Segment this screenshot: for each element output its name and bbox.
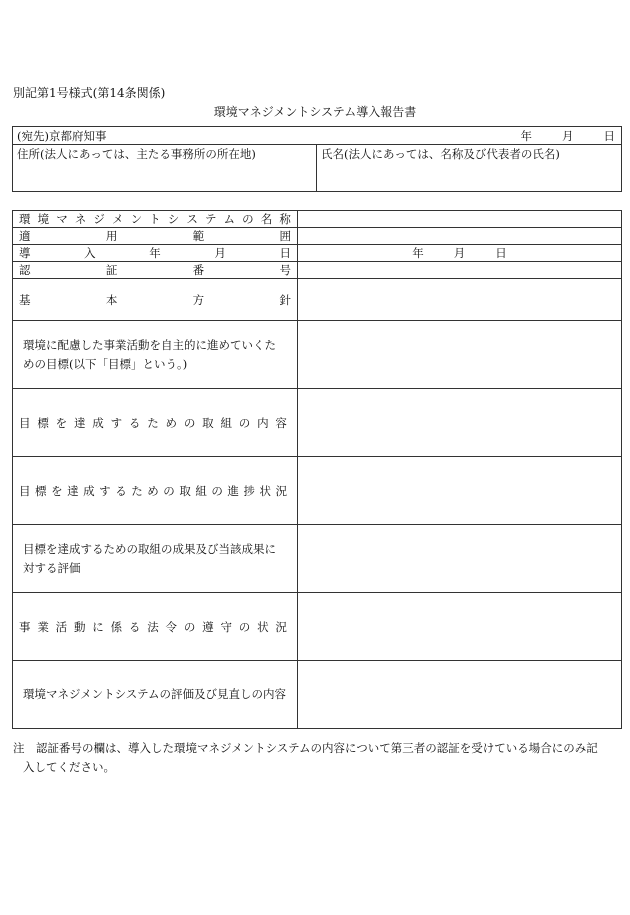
label-char: 月 <box>214 246 226 260</box>
label-char: ジ <box>93 212 105 226</box>
label-char: の <box>238 415 251 430</box>
row-target-results <box>13 525 622 593</box>
label-char: 業 <box>37 619 49 634</box>
label-char: 称 <box>279 212 291 226</box>
note-line-1: 注 認証番号の欄は、導入した環境マネジメントシステムの内容について第三者の認証を受けている場合にのみ記 <box>13 741 598 755</box>
label-char: 環 <box>19 212 31 226</box>
label-char: ス <box>186 212 198 226</box>
label-char: に <box>92 619 104 634</box>
note <box>13 739 622 777</box>
label-char: る <box>115 483 127 498</box>
label-char: 況 <box>275 483 287 498</box>
target-progress-label <box>13 457 298 525</box>
label-char: 組 <box>195 483 207 498</box>
row-target-progress <box>13 457 622 525</box>
label-char: テ <box>204 212 217 226</box>
label-char: 針 <box>279 292 291 307</box>
targets-value[interactable] <box>298 321 622 389</box>
form-number: 別記第1号様式(第14条関係) <box>13 86 166 100</box>
label-char: 方 <box>192 292 205 307</box>
legal-compliance-value[interactable] <box>298 593 622 661</box>
label-char: 名 <box>260 212 273 226</box>
label-char: 守 <box>220 619 232 634</box>
target-results-label <box>13 525 298 593</box>
label-char: 達 <box>73 415 86 430</box>
system-name-value[interactable] <box>298 211 622 228</box>
addressee-label: (宛先)京都府知事 <box>17 129 107 143</box>
scope-label <box>13 228 298 245</box>
label-char: 適 <box>19 229 31 243</box>
row-basic-policy <box>13 279 622 321</box>
label-char: を <box>51 483 63 498</box>
report-table <box>12 210 622 729</box>
target-results-value[interactable] <box>298 525 622 593</box>
label-char: 年 <box>149 246 161 260</box>
label-char: の <box>242 212 254 226</box>
label-char: 取 <box>202 415 214 430</box>
legal-compliance-label <box>13 593 298 661</box>
label-char: の <box>163 483 175 498</box>
label-char: る <box>128 619 141 634</box>
label-char: す <box>99 483 111 498</box>
label-char: 成 <box>83 483 95 498</box>
document-title: 環境マネジメントシステム導入報告書 <box>213 105 417 119</box>
name-label: 氏名(法人にあっては、名称及び代表者の氏名) <box>321 147 560 161</box>
label-char: た <box>131 483 143 498</box>
label-char: 導 <box>19 246 31 260</box>
row-introduction-date <box>13 245 622 262</box>
label-char: 捗 <box>243 483 255 498</box>
label-char: の <box>238 619 251 634</box>
addressee-row <box>13 127 622 145</box>
label-char: 状 <box>257 619 269 634</box>
label-char: 標 <box>35 483 47 498</box>
label-char: マ <box>56 212 68 226</box>
targets-label <box>13 321 298 389</box>
label-char: 内 <box>257 415 269 430</box>
date-unit-label: 月 <box>453 246 466 260</box>
row-certification-number <box>13 262 622 279</box>
label-char: 境 <box>37 212 50 226</box>
address-field[interactable] <box>13 145 317 192</box>
label-char: 入 <box>84 246 96 260</box>
system-review-value[interactable] <box>298 661 622 729</box>
label-char: の <box>183 619 196 634</box>
target-measures-value[interactable] <box>298 389 622 457</box>
target-measures-label <box>13 389 298 457</box>
row-target-measures <box>13 389 622 457</box>
label-char: 用 <box>105 229 118 243</box>
scope-value[interactable] <box>298 228 622 245</box>
label-char: 番 <box>192 263 205 277</box>
address-label: 住所(法人にあっては、主たる事務所の所在地) <box>17 147 256 161</box>
basic-policy-label <box>13 279 298 321</box>
target-progress-value[interactable] <box>298 457 622 525</box>
label-char: め <box>147 483 159 498</box>
label-char: す <box>110 415 123 430</box>
row-legal-compliance <box>13 593 622 661</box>
label-char: 目 <box>19 483 31 498</box>
date-unit-label: 年 <box>412 246 424 260</box>
label-char: ネ <box>74 212 87 226</box>
label-char: 標 <box>37 415 49 430</box>
label-char: 活 <box>55 619 68 634</box>
label-char: た <box>147 415 159 430</box>
date-unit-label: 日 <box>495 246 507 260</box>
label-char: の <box>211 483 223 498</box>
label-char: 取 <box>179 483 191 498</box>
submission-table <box>12 126 622 192</box>
label-char: メ <box>111 212 124 226</box>
label-char: ム <box>223 212 236 226</box>
label-char: ト <box>149 212 161 226</box>
label-char: 状 <box>259 483 271 498</box>
label-char: 事 <box>19 619 31 634</box>
label-text: 環境に配慮した事業活動を自主的に進めていくための目標(以下「目標」という。) <box>23 337 276 371</box>
certification-number-label <box>13 262 298 279</box>
system-review-label <box>13 661 298 729</box>
month-label: 月 <box>562 129 574 143</box>
label-char: 達 <box>67 483 79 498</box>
row-targets <box>13 321 622 389</box>
label-char: ン <box>130 212 143 226</box>
label-char: シ <box>167 212 180 226</box>
label-char: 本 <box>105 292 118 307</box>
label-char: の <box>183 415 196 430</box>
label-char: 令 <box>165 619 177 634</box>
introduction-date-value[interactable] <box>298 245 622 262</box>
label-char: 号 <box>279 263 291 277</box>
label-char: 認 <box>19 263 31 277</box>
row-scope <box>13 228 622 245</box>
label-char: 法 <box>147 619 159 634</box>
label-char: 況 <box>275 619 287 634</box>
label-char: 係 <box>110 619 123 634</box>
label-char: る <box>128 415 141 430</box>
row-system-review <box>13 661 622 729</box>
label-char: 容 <box>275 415 287 430</box>
system-name-label <box>13 211 298 228</box>
name-field[interactable] <box>317 145 622 192</box>
label-char: 日 <box>279 246 291 260</box>
introduction-date-label <box>13 245 298 262</box>
label-char: 進 <box>227 483 239 498</box>
label-char: 範 <box>192 229 205 243</box>
label-char: 基 <box>19 292 31 307</box>
label-char: 組 <box>220 415 232 430</box>
year-label: 年 <box>520 129 533 143</box>
certification-number-value[interactable] <box>298 262 622 279</box>
note-line-2: 入してください。 <box>23 760 115 774</box>
label-char: 遵 <box>202 619 214 634</box>
label-text: 目標を達成するための取組の成果及び当該成果に対する評価 <box>23 541 276 575</box>
day-label: 日 <box>603 129 616 143</box>
label-char: 目 <box>19 415 31 430</box>
label-text: 環境マネジメントシステムの評価及び見直しの内容 <box>23 687 287 701</box>
label-char: を <box>55 415 68 430</box>
label-char: 動 <box>73 619 86 634</box>
label-char: 囲 <box>279 229 291 243</box>
label-char: め <box>165 415 177 430</box>
submission-date[interactable] <box>521 128 618 144</box>
label-char: 証 <box>105 263 118 277</box>
row-system-name <box>13 211 622 228</box>
basic-policy-value[interactable] <box>298 279 622 321</box>
label-char: 成 <box>92 415 104 430</box>
